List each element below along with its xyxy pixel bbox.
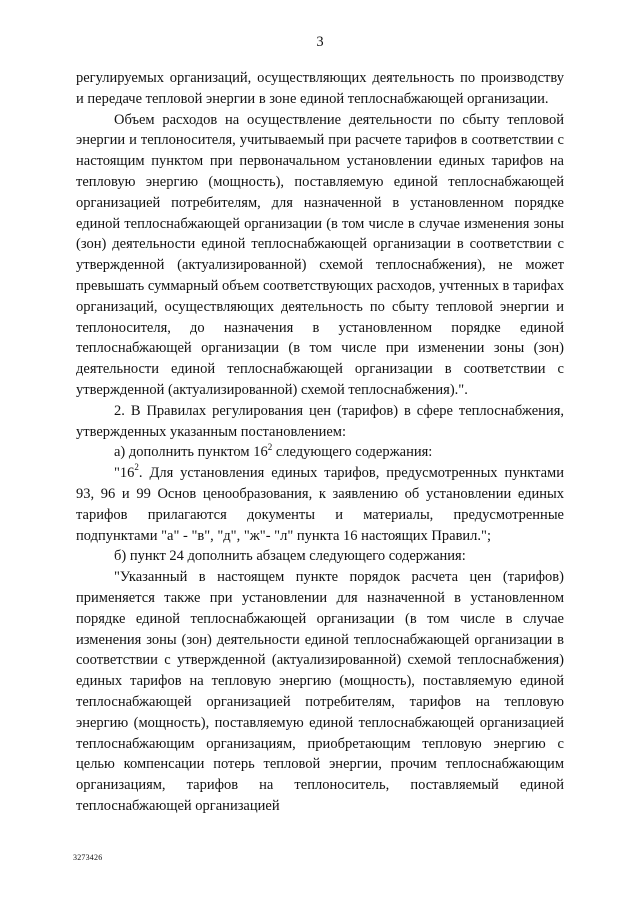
paragraph-subitem-a — [76, 442, 564, 463]
paragraph-point-16-2 — [76, 463, 564, 546]
paragraph-point-24-addition: "Указанный в настоящем пункте порядок расчета цен (тарифов) применяется также при установлении для назначенной в установленном порядке единой теплоснабжающей организации (в том числе в случае изменения зоны (зон) деятельности единой теплоснабжающей организации в соответствии с утвержденной (актуализированной) схемой теплоснабжения) единых тарифов на тепловую энергию (мощность), поставляемую единой теплоснабжающей организацией потребителям, тарифов на тепловую энергию (мощность), поставляемую единой теплоснабжающей организацией теплоснабжающим организациям, приобретающим тепловую энергию с целью компенсации потерь тепловой энергии, прочим теплоснабжающим организациям, тарифов на теплоноситель, поставляемый единой теплоснабжающей организацией — [76, 569, 564, 814]
paragraph-item-2: 2. В Правилах регулирования цен (тарифов) в сфере теплоснабжения, утвержденных указанным постановлением: — [76, 402, 564, 440]
point-16-2-text-end: . Для установления единых тарифов, предусмотренных пунктами 93, 96 и 99 Основ ценообразования, к заявлению об установлении единых тарифов прилагаются документы и материалы, предусмотренные подпунктами "а" - "в", "д", "ж"- "л" пункта 16 настоящих Правил."; — [76, 465, 564, 544]
subitem-a-superscript: 2 — [267, 441, 273, 452]
paragraph-subitem-b: б) пункт 24 дополнить абзацем следующего содержания: — [114, 548, 466, 565]
document-id: 3273426 — [73, 853, 103, 862]
subitem-a-text-end: следующего содержания: — [272, 444, 433, 461]
page-number: 3 — [316, 34, 324, 50]
document-body — [76, 68, 564, 817]
point-16-2-text-start: "16 — [114, 465, 135, 482]
paragraph-continuation: регулируемых организаций, осуществляющих деятельность по производству и передаче тепловой энергии в зоне единой теплоснабжающей организации. — [76, 70, 564, 107]
point-16-2-superscript: 2 — [134, 462, 139, 473]
paragraph-sales-costs: Объем расходов на осуществление деятельности по сбыту тепловой энергии и теплоносителя, учитываемый при расчете тарифов в соответствии с настоящим пунктом при первоначальном установлении единых тарифов на тепловую энергию (мощность), поставляемую единой теплоснабжающей организацией потребителям, для назначенной в установленном порядке единой теплоснабжающей организации (в том числе в случае изменения зоны (зон) деятельности единой теплоснабжающей организации в соответствии с утвержденной (актуализированной) схемой теплоснабжения), не может превышать суммарный объем соответствующих расходов, учтенных в тарифах организаций, осуществляющих деятельность по сбыту тепловой энергии и теплоносителя, до назначения в установленном порядке единой теплоснабжающей организации (в том числе при изменении зоны (зон) деятельности единой теплоснабжающей организации в соответствии с утвержденной (актуализированной) схемой теплоснабжения).". — [76, 111, 564, 398]
subitem-a-text-start: а) дополнить пунктом 16 — [114, 444, 268, 461]
